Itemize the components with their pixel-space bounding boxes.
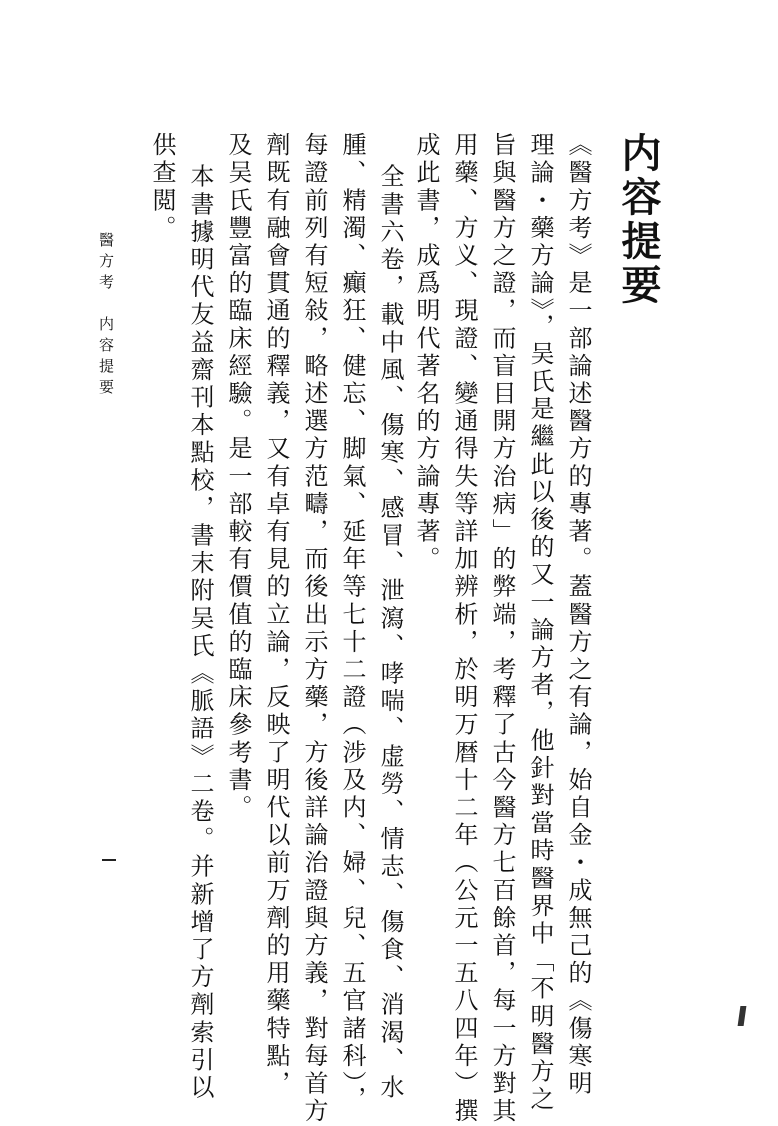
- page-title: 内容提要: [615, 132, 662, 308]
- text-column-3: 旨與醫方之證，而盲目開方治病」的弊端，考釋了古今醫方七百餘首，每一方對其: [488, 132, 516, 1126]
- text-column-10: 及吴氏豐富的臨床經驗。是一部較有價值的臨床參考書。: [224, 132, 252, 822]
- text-column-7: 腫、精濁、癲狂、健忘、脚氣、延年等七十二證（涉及内、婦、兒、五官諸科），: [338, 132, 366, 1114]
- text-column-5: 成此書，成爲明代著名的方論專著。: [412, 132, 440, 574]
- text-column-1: 《醫方考》是一部論述醫方的專著。蓋醫方之有論，始自金・成無己的《傷寒明: [564, 132, 592, 1098]
- text-column-9: 劑既有融會貫通的釋義，又有卓有見的立論，反映了明代以前万劑的用藥特點，: [262, 132, 290, 1098]
- running-header: 醫方考 内容提要: [97, 232, 115, 400]
- page-number: [102, 859, 116, 861]
- text-column-11: 本書據明代友益齋刊本點校，書末附吴氏《脈語》二卷。并新增了方劑索引以: [186, 136, 214, 1102]
- text-column-4: 用藥、方义、現證、變通得失等詳加辨析，於明万暦十二年（公元一五八四年）撰: [450, 132, 478, 1126]
- text-column-8: 每證前列有短敍，略述選方范疇，而後出示方藥，方後詳論治證與方義，對每首方: [300, 132, 328, 1126]
- text-column-6: 全書六卷，載中風、傷寒、感冒、泄瀉、哮喘、虚勞、情志、傷食、消渴、水: [376, 136, 404, 1102]
- text-column-2: 理論・藥方論》，吴氏是繼此以後的又一論方者，他針對當時醫界中「不明醫方之: [526, 132, 554, 1114]
- text-column-12: 供查閲。: [148, 132, 176, 243]
- scan-mark: [738, 1006, 747, 1026]
